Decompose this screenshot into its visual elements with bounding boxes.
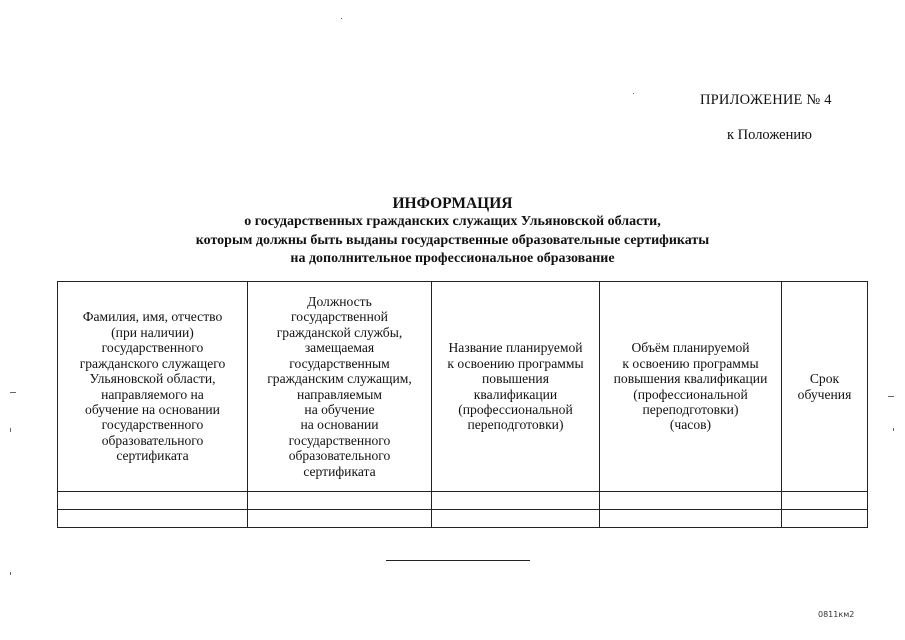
appendix-subtitle: к Положению [727,127,812,143]
table-cell [58,510,248,528]
heading-line-2: которым должны быть выданы государственные образовательные сертификаты [195,232,710,248]
column-header-program-hours: Объём планируемой к освоению программы повышения квалификации (профессиональной переподготовки) (часов) [600,282,782,492]
column-header-position: Должность государственной гражданской службы, замещаемая государственным гражданским служащим, направляемым на обучение на основании государственного образовательного сертификата [248,282,432,492]
scan-speck [341,18,342,19]
scan-speck [893,428,894,431]
column-header-program-name: Название планируемой к освоению программы повышения квалификации (профессиональной переподготовки) [432,282,600,492]
heading-main: ИНФОРМАЦИЯ [392,195,513,212]
document-heading [0,194,905,269]
scan-speck [10,572,11,575]
scan-speck [10,392,16,393]
table-row [58,510,868,528]
appendix-title: ПРИЛОЖЕНИЕ № 4 [700,92,832,108]
table-row [58,492,868,510]
scan-speck [633,93,634,94]
heading-line-1: о государственных гражданских служащих Ульяновской области, [244,214,661,229]
table-cell [58,492,248,510]
table-cell [600,510,782,528]
document-code: 0811км2 [818,610,855,619]
scan-speck [888,396,894,397]
table-cell [248,492,432,510]
table-cell [782,492,868,510]
column-header-study-period: Срок обучения [782,282,868,492]
information-table [57,281,868,528]
table-cell [248,510,432,528]
table-header-row [58,282,868,492]
heading-line-3: на дополнительное профессиональное образование [290,251,615,266]
short-rule [386,560,530,561]
table-cell [432,492,600,510]
table-cell [600,492,782,510]
table-cell [432,510,600,528]
column-header-full-name: Фамилия, имя, отчество (при наличии) государственного гражданского служащего Ульяновской области, направляемого на обучение на основании государственного образовательного сертификата [58,282,248,492]
scan-speck [10,428,11,432]
table-cell [782,510,868,528]
